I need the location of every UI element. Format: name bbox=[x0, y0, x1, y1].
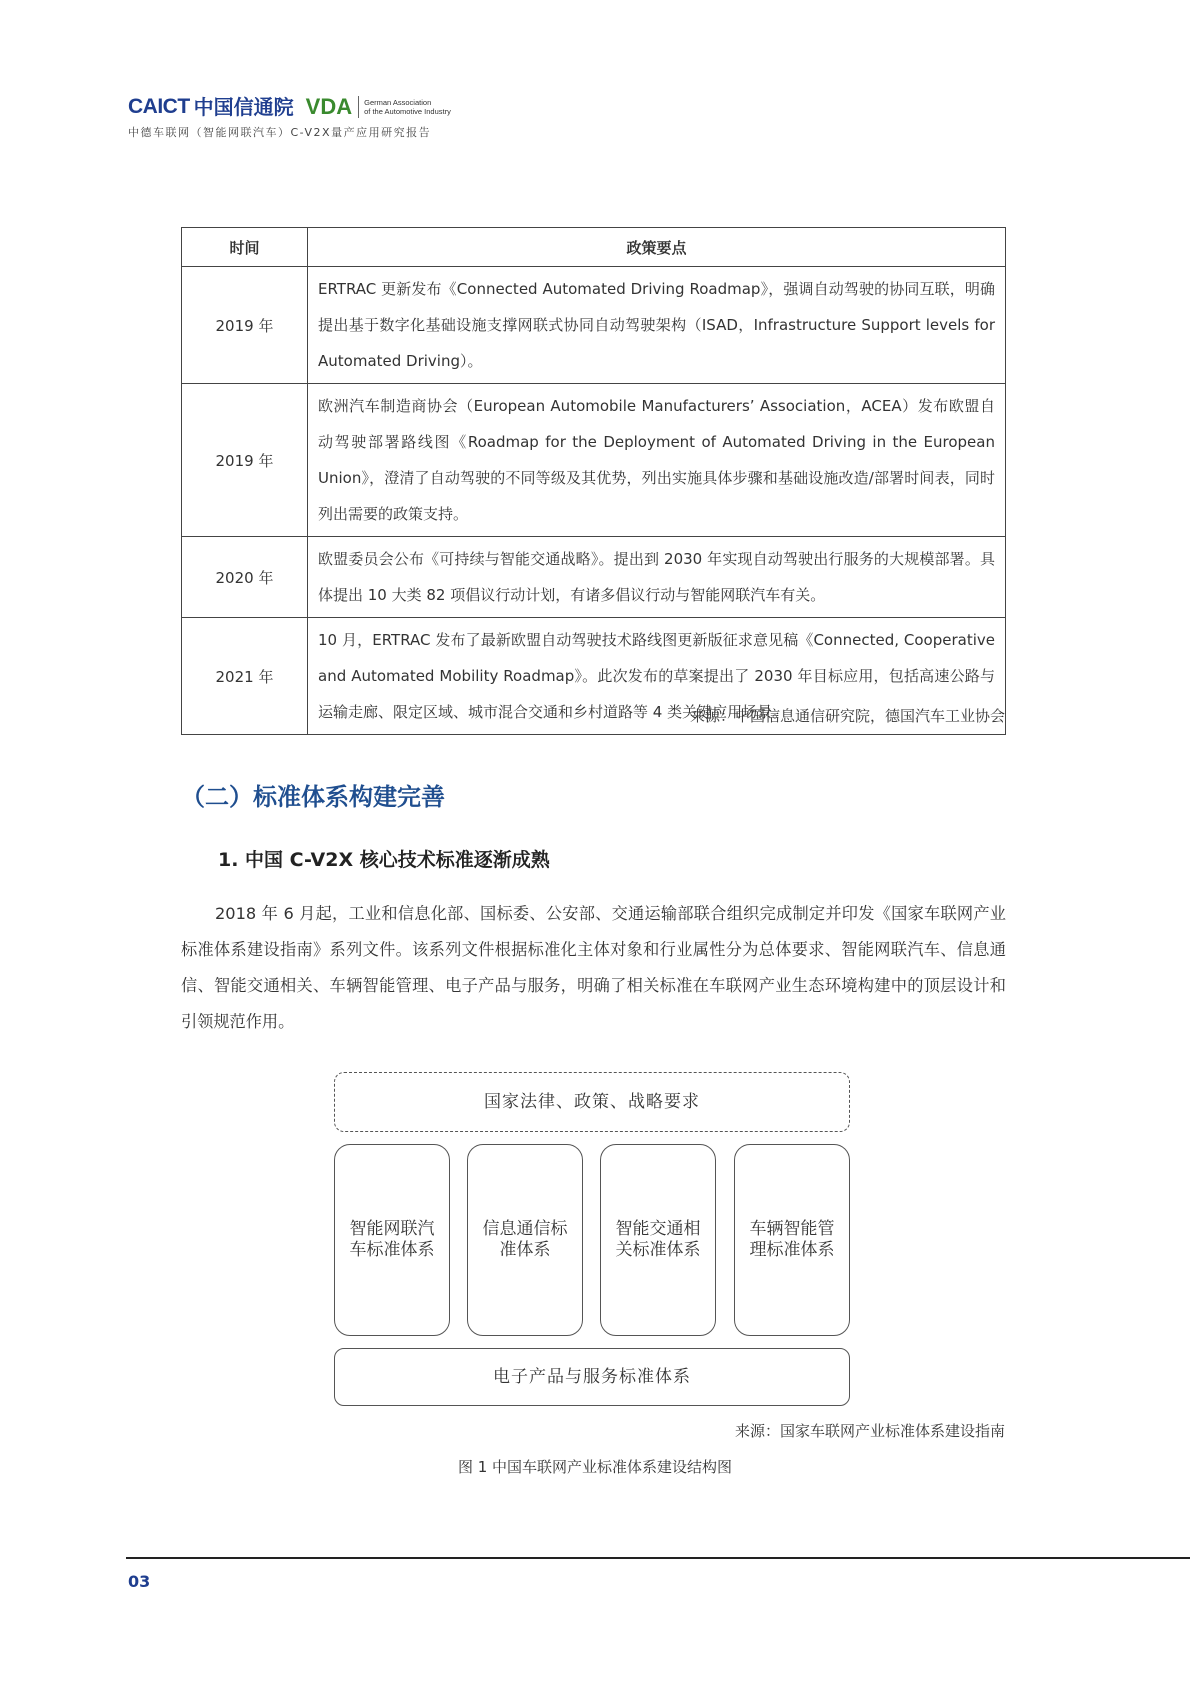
figure-caption: 图 1 中国车联网产业标准体系建设结构图 bbox=[457, 1458, 733, 1476]
sub-heading: 1. 中国 C-V2X 核心技术标准逐渐成熟 bbox=[218, 849, 550, 871]
diagram-column-box: 智能网联汽车标准体系 bbox=[334, 1144, 450, 1336]
page-header bbox=[128, 95, 588, 145]
diagram-bottom-box: 电子产品与服务标准体系 bbox=[334, 1348, 850, 1406]
year-cell: 2019 年 bbox=[182, 267, 308, 384]
vda-logo: VDA bbox=[305, 94, 353, 119]
policy-table bbox=[181, 227, 1006, 735]
caict-cn-logo: 中国信通院 bbox=[193, 95, 294, 119]
page-number: 03 bbox=[128, 1572, 151, 1591]
table-row bbox=[182, 384, 1006, 537]
year-cell: 2021 年 bbox=[182, 618, 308, 735]
policy-cell: ERTRAC 更新发布《Connected Automated Driving Roadmap》，强调自动驾驶的协同互联，明确提出基于数字化基础设施支撑网联式协同自动驾驶架构（ISAD，Infrastructure Support levels for Automated Driving）。 bbox=[308, 267, 1006, 384]
report-subtitle: 中德车联网（智能网联汽车）C-V2X量产应用研究报告 bbox=[128, 126, 432, 139]
column-header-time: 时间 bbox=[182, 228, 308, 267]
section-heading: （二）标准体系构建完善 bbox=[181, 783, 445, 811]
policy-cell: 10 月，ERTRAC 发布了最新欧盟自动驾驶技术路线图更新版征求意见稿《Connected, Cooperative and Automated Mobility Roadmap》。此次发布的草案提出了 2030 年目标应用，包括高速公路与运输走廊、限定区域、城市混合交通和乡村道路等 4 类关键应用场景。 bbox=[308, 618, 1006, 735]
policy-cell: 欧洲汽车制造商协会（European Automobile Manufacturers’ Association，ACEA）发布欧盟自动驾驶部署路线图《Roadmap for the Deployment of Automated Driving in the European Union》，澄清了自动驾驶的不同等级及其优势，列出实施具体步骤和基础设施改造/部署时间表，同时列出需要的政策支持。 bbox=[308, 384, 1006, 537]
policy-cell: 欧盟委员会公布《可持续与智能交通战略》。提出到 2030 年实现自动驾驶出行服务的大规模部署。具体提出 10 大类 82 项倡议行动计划，有诸多倡议行动与智能网联汽车有关。 bbox=[308, 537, 1006, 618]
body-paragraph: 2018 年 6 月起，工业和信息化部、国标委、公安部、交通运输部联合组织完成制定并印发《国家车联网产业标准体系建设指南》系列文件。该系列文件根据标准化主体对象和行业属性分为总体要求、智能网联汽车、信息通信、智能交通相关、车辆智能管理、电子产品与服务，明确了相关标准在车联网产业生态环境构建中的顶层设计和引领规范作用。 bbox=[181, 904, 1006, 1031]
standards-structure-diagram bbox=[330, 1072, 860, 1412]
diagram-column-box: 智能交通相关标准体系 bbox=[600, 1144, 716, 1336]
table-source: 来源：中国信息通信研究院，德国汽车工业协会 bbox=[689, 707, 1005, 725]
column-header-policy: 政策要点 bbox=[308, 228, 1006, 267]
table-header-row bbox=[182, 228, 1006, 267]
diagram-column-box: 车辆智能管理标准体系 bbox=[734, 1144, 850, 1336]
logo-row bbox=[128, 95, 588, 119]
vda-caption: German Association of the Automotive Industry bbox=[364, 98, 451, 116]
footer-rule bbox=[126, 1557, 1190, 1559]
diagram-column-box: 信息通信标准体系 bbox=[467, 1144, 583, 1336]
year-cell: 2020 年 bbox=[182, 537, 308, 618]
table-row bbox=[182, 267, 1006, 384]
figure-source: 来源：国家车联网产业标准体系建设指南 bbox=[734, 1422, 1005, 1440]
diagram-top-box: 国家法律、政策、战略要求 bbox=[334, 1072, 850, 1132]
logo-divider bbox=[358, 96, 359, 118]
table-row bbox=[182, 537, 1006, 618]
caict-logo: CAICT bbox=[128, 95, 190, 118]
year-cell: 2019 年 bbox=[182, 384, 308, 537]
